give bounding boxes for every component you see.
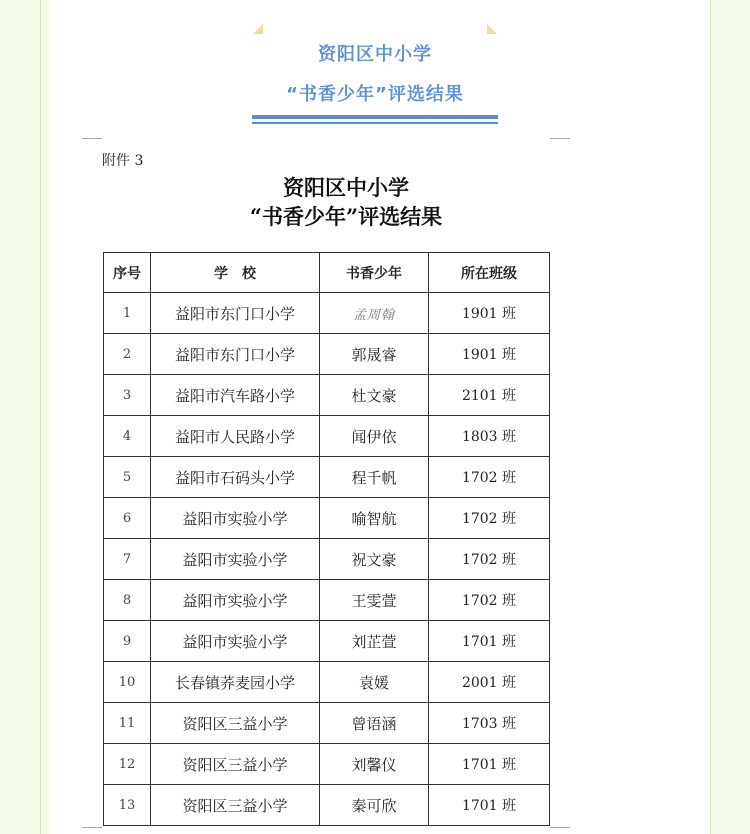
crop-mark-left: [82, 138, 102, 139]
attachment-label: 附件 3: [102, 153, 144, 169]
cell-name: 王雯萱: [320, 580, 429, 621]
table-row: [104, 539, 550, 580]
document-title-line1: 资阳区中小学: [283, 175, 409, 200]
table-row: [104, 457, 550, 498]
cell-name: 刘芷萱: [320, 621, 429, 662]
article-page: [50, 0, 710, 834]
cell-school: 益阳市东门口小学: [151, 293, 320, 334]
cell-class: 1701 班: [429, 744, 550, 785]
article-header: [250, 18, 500, 130]
cell-class: 1702 班: [429, 580, 550, 621]
table-row: [104, 375, 550, 416]
header-name: 书香少年: [320, 253, 429, 293]
crop-mark-bottom-right: [550, 827, 570, 828]
header-no: 序号: [104, 253, 151, 293]
cell-class: 1901 班: [429, 334, 550, 375]
table-row: [104, 334, 550, 375]
crop-mark-bottom-left: [82, 827, 102, 828]
corner-decoration-right: [487, 24, 497, 34]
cell-no: 6: [104, 498, 151, 539]
crop-mark-right: [550, 138, 570, 139]
cell-school: 长春镇荞麦园小学: [151, 662, 320, 703]
table-row: [104, 293, 550, 334]
cell-no: 9: [104, 621, 151, 662]
table-row: [104, 662, 550, 703]
table-row: [104, 621, 550, 662]
cell-no: 4: [104, 416, 151, 457]
cell-name: 刘馨仪: [320, 744, 429, 785]
cell-name: 程千帆: [320, 457, 429, 498]
table-row: [104, 580, 550, 621]
cell-no: 8: [104, 580, 151, 621]
cell-class: 1701 班: [429, 621, 550, 662]
table-row: [104, 416, 550, 457]
cell-name: 郭晟睿: [320, 334, 429, 375]
cell-no: 5: [104, 457, 151, 498]
left-border: [40, 0, 41, 834]
cell-class: 2001 班: [429, 662, 550, 703]
header-class: 所在班级: [429, 253, 550, 293]
table-row: [104, 744, 550, 785]
table-row: [104, 498, 550, 539]
cell-name: 喻智航: [320, 498, 429, 539]
header-title-line1: 资阳区中小学: [318, 44, 432, 65]
cell-school: 益阳市实验小学: [151, 580, 320, 621]
cell-no: 1: [104, 293, 151, 334]
cell-school: 益阳市实验小学: [151, 621, 320, 662]
cell-school: 资阳区三益小学: [151, 785, 320, 826]
cell-no: 13: [104, 785, 151, 826]
cell-class: 1901 班: [429, 293, 550, 334]
cell-name: 杜文豪: [320, 375, 429, 416]
document-title-line2: “书香少年”评选结果: [249, 204, 443, 229]
cell-class: 1701 班: [429, 785, 550, 826]
cell-class: 1702 班: [429, 457, 550, 498]
right-border: [710, 0, 711, 834]
cell-name: 闻伊依: [320, 416, 429, 457]
cell-no: 3: [104, 375, 151, 416]
header-underline-thick: [252, 115, 498, 119]
header-title-line2: “书香少年”评选结果: [286, 84, 464, 105]
table-row: [104, 785, 550, 826]
cell-name: 秦可欣: [320, 785, 429, 826]
cell-class: 1702 班: [429, 539, 550, 580]
cell-school: 资阳区三益小学: [151, 703, 320, 744]
table-header-row: [104, 253, 550, 293]
cell-school: 益阳市实验小学: [151, 498, 320, 539]
table-row: [104, 703, 550, 744]
cell-school: 益阳市人民路小学: [151, 416, 320, 457]
results-table: [103, 252, 550, 826]
corner-decoration-left: [253, 24, 263, 34]
cell-school: 益阳市实验小学: [151, 539, 320, 580]
cell-name: [320, 293, 429, 334]
header-underline-thin: [252, 122, 498, 124]
cell-class: 1803 班: [429, 416, 550, 457]
cell-no: 7: [104, 539, 151, 580]
cell-school: 益阳市汽车路小学: [151, 375, 320, 416]
cell-no: 12: [104, 744, 151, 785]
cell-name: 祝文豪: [320, 539, 429, 580]
cell-class: 2101 班: [429, 375, 550, 416]
cell-school: 资阳区三益小学: [151, 744, 320, 785]
cell-class: 1702 班: [429, 498, 550, 539]
header-school: 学 校: [151, 253, 320, 293]
cell-name: 袁媛: [320, 662, 429, 703]
cell-name: 曾语涵: [320, 703, 429, 744]
cell-no: 10: [104, 662, 151, 703]
signature-text: 孟周翰: [352, 307, 395, 323]
cell-class: 1703 班: [429, 703, 550, 744]
cell-school: 益阳市石码头小学: [151, 457, 320, 498]
cell-no: 11: [104, 703, 151, 744]
cell-no: 2: [104, 334, 151, 375]
cell-school: 益阳市东门口小学: [151, 334, 320, 375]
